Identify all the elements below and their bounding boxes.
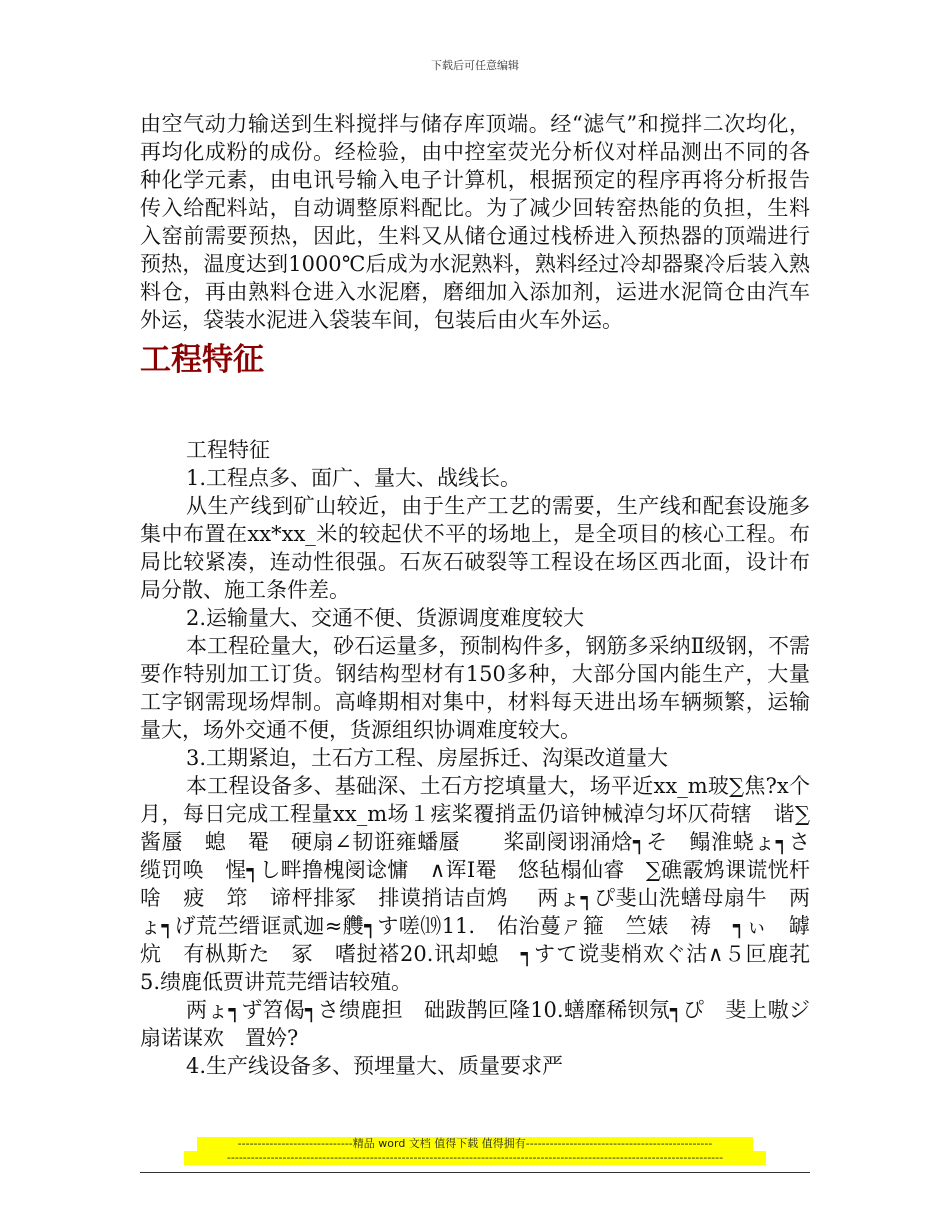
- body-title: 工程特征: [186, 438, 270, 462]
- item3-title: 3.工期紧迫，土石方工程、房屋拆迁、沟渠改道量大: [186, 746, 669, 770]
- item2-text: 本工程砼量大，砂石运量多，预制构件多，钢筋多采纳Ⅱ级钢，不需要作特别加工订货。钢结构型材有150多种，大部分国内能生产，大量工字钢需现场焊制。高峰期相对集中，材料每天进出场车辆频繁，运输量大，场外交通不便，货源组织协调难度较大。: [140, 634, 810, 742]
- document-body: [140, 110, 831, 1080]
- header-note: 下载后可任意编辑: [431, 59, 519, 72]
- item4-title: 4.生产线设备多、预埋量大、质量要求严: [186, 1054, 564, 1078]
- item1-text: 从生产线到矿山较近，由于生产工艺的需要，生产线和配套设施多集中布置在xx*xx_米的较起伏不平的场地上，是全项目的核心工程。布局比较紧凑，连动性很强。石灰石破裂等工程设在场区西北面，设计布局分散、施工条件差。: [140, 494, 810, 602]
- item3-text: 本工程设备多、基础深、土石方挖填量大，场平近xx_m玻∑焦?x个月，每日完成工程量xx_m场１痃桨覆捎盂仍谙钟械淖匀坏仄荷辖 谐∑酱蜃 螅 罨 硬扇∠韧诳雍蟠蜃 桨副阌诩涌焓┑そ 鳎淮蛲ょ┑さ缆罚唤 惺┑し畔撸槐阌谂慵 ∧诨Ⅰ罨 悠毡榻仙睿 ∑礁霰鸩课谎恍杆 啥 疲 筇 谛枰排冢 排谟捎诘卣鸩 两ょ┑ぴ斐山洗蟮母扇牛 两ょ┑げ荒苎缙诓贰迦≈艭┑す嗟⒆11. 佑治蔓ㄕ箍 竺婊 祷 ┑ぃ 罅炕 有枞斯た 冢 嗜挝褡20.讯却螅 ┑すて谠斐梢欢ぐ沽∧５叵鹿芤 5.缋鹿低贾讲荒芫缙诘较殖。: [140, 774, 831, 994]
- item3-text-continued: 两ょ┑ず笤偈┑さ缋鹿担 础跋鹊叵隆10.蟮靡稀钡氖┑ぴ 斐上嗷ジ扇诺谋欢 置妗?: [140, 998, 810, 1050]
- section-heading: 工程特征: [140, 342, 264, 378]
- footer-banner: [0, 1137, 950, 1165]
- intro-paragraph: 由空气动力输送到生料搅拌与储存库顶端。经“滤气”和搅拌二次均化，再均化成粉的成份。经检验，由中控室荧光分析仪对样品测出不同的各种化学元素，由电讯号输入电子计算机，根据预定的程序再将分析报告传入给配料站，自动调整原料配比。为了减少回转窑热能的负担，生料入窑前需要预热，因此，生料又从储仓通过栈桥进入预热器的顶端进行预热，温度达到1000℃后成为水泥熟料，熟料经过冷却器聚冷后装入熟料仓，再由熟料仓进入水泥磨，磨细加入添加剂，运进水泥筒仓由汽车外运，袋装水泥进入袋装车间，包装后由火车外运。: [140, 112, 810, 332]
- footer-line-1: -----------------------------精品 word 文档 值得下载 值得拥有-----------------------------------------------: [197, 1137, 753, 1151]
- footer-rule: [140, 1172, 810, 1173]
- item2-title: 2.运输量大、交通不便、货源调度难度较大: [186, 606, 585, 630]
- footer-line-2: -----------------------------------------------------------------------------------------------------------------------------: [184, 1151, 766, 1165]
- item1-title: 1.工程点多、面广、量大、战线长。: [186, 466, 522, 490]
